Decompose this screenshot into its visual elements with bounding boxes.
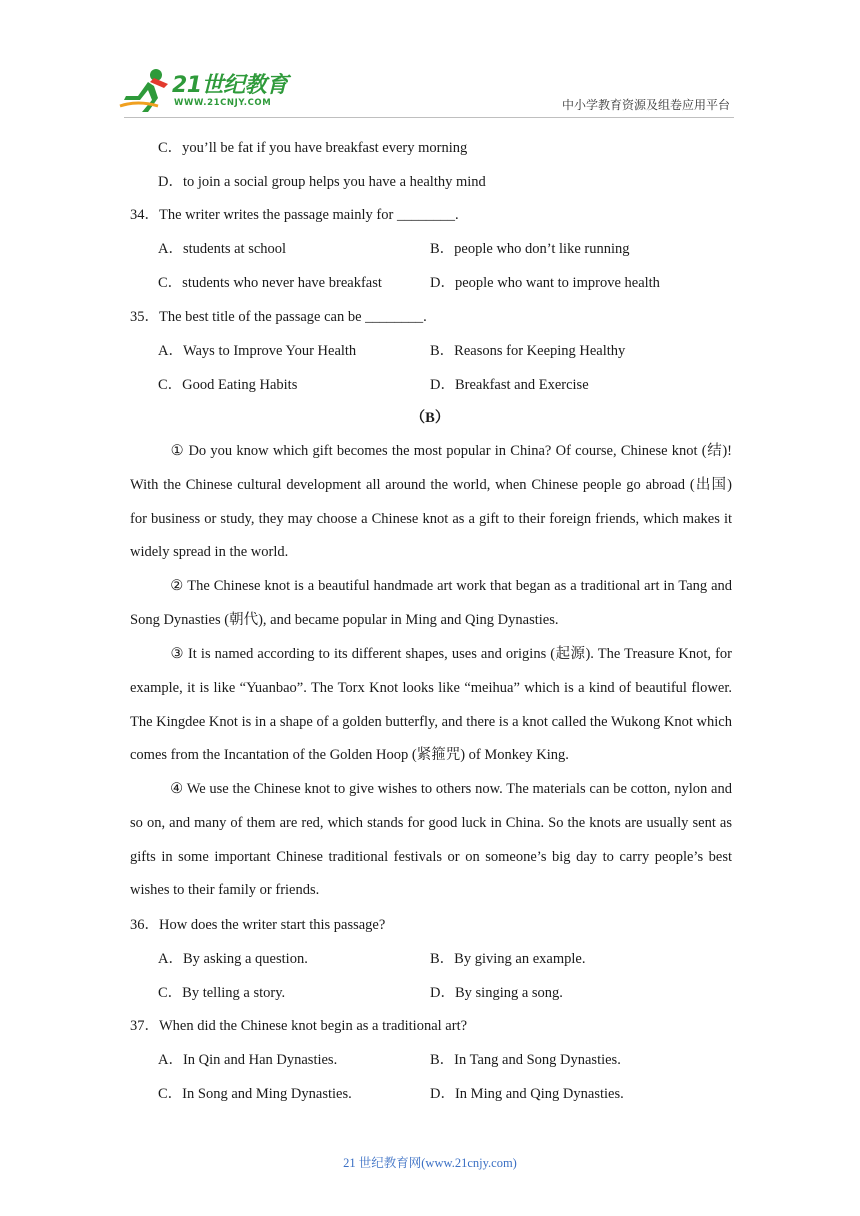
q34-stem: 34．The writer writes the passage mainly for ________. [130, 207, 459, 223]
q37-stem: 37．When did the Chinese knot begin as a traditional art? [130, 1018, 468, 1034]
q37-option-c: C．In Song and Ming Dynasties. [158, 1086, 352, 1102]
q37-option-b: B．In Tang and Song Dynasties. [430, 1052, 621, 1068]
q36-option-b: B．By giving an example. [430, 951, 586, 967]
paragraph-3-text: ③ It is named according to its different shapes, uses and origins (起源). The Treasure Knot, for example, it is like “Yuanbao”. The Torx Knot looks like “meihua” which is a kind of beautiful flower. The Kingdee Knot is in a shape of a golden butterfly, and there is a knot called the Wukong Knot which comes from the Incantation of the Golden Hoop (紧箍咒) of Monkey King. [130, 646, 732, 764]
header-tagline: 中小学教育资源及组卷应用平台 [561, 98, 730, 112]
q36-stem: 36．How does the writer start this passage? [130, 917, 386, 933]
q33-option-d: D．to join a social group helps you have a healthy mind [158, 174, 486, 190]
q35-option-b: B．Reasons for Keeping Healthy [430, 343, 626, 359]
q35-option-d: D．Breakfast and Exercise [430, 377, 589, 393]
section-b-heading: （B） [410, 410, 450, 426]
q36-option-c: C．By telling a story. [158, 985, 286, 1001]
passage-paragraph-4 [130, 773, 732, 908]
q35-option-c: C．Good Eating Habits [158, 377, 298, 393]
paragraph-4-text: ④ We use the Chinese knot to give wishes to others now. The materials can be cotton, nylon and so on, and many of them are red, which stands for good luck in China. So the knots are usually sent as gifts in some important Chinese traditional festivals or on someone’s big day to carry people’s best wishes to their family or friends. [130, 781, 732, 899]
q34-option-d: D．people who want to improve health [430, 275, 660, 291]
q37-option-a: A．In Qin and Han Dynasties. [158, 1052, 338, 1068]
q35-stem: 35．The best title of the passage can be ________. [130, 309, 427, 325]
q33-option-c: C．you’ll be fat if you have breakfast every morning [158, 140, 468, 156]
runner-logo-icon [118, 66, 174, 116]
paragraph-2-text: ② The Chinese knot is a beautiful handmade art work that began as a traditional art in Tang and Song Dynasties (朝代), and became popular in Ming and Qing Dynasties. [130, 578, 732, 628]
site-logo [118, 66, 298, 116]
q35-option-a: A．Ways to Improve Your Health [158, 343, 357, 359]
logo-subtitle: WWW.21CNJY.COM [174, 98, 272, 108]
passage-paragraph-1 [130, 435, 732, 570]
paragraph-1-text: ① Do you know which gift becomes the most popular in China? Of course, Chinese knot (结)! With the Chinese cultural development all around the world, when Chinese people go abroad (出国) for business or study, they may choose a Chinese knot as a gift to their foreign friends, which makes it widely spread in the world. [130, 443, 732, 561]
q34-option-b: B．people who don’t like running [430, 241, 630, 257]
header-divider [124, 117, 734, 118]
q37-option-d: D．In Ming and Qing Dynasties. [430, 1086, 624, 1102]
q34-option-c: C．students who never have breakfast [158, 275, 382, 291]
q34-option-a: A．students at school [158, 241, 287, 257]
passage-paragraph-3 [130, 638, 732, 773]
page-header [0, 0, 860, 120]
logo-title: 21世纪教育 [172, 73, 288, 98]
page-footer[interactable]: 21 世纪教育网(www.21cnjy.com) [343, 1156, 517, 1170]
q36-option-a: A．By asking a question. [158, 951, 308, 967]
passage-paragraph-2 [130, 570, 732, 638]
q36-option-d: D．By singing a song. [430, 985, 563, 1001]
